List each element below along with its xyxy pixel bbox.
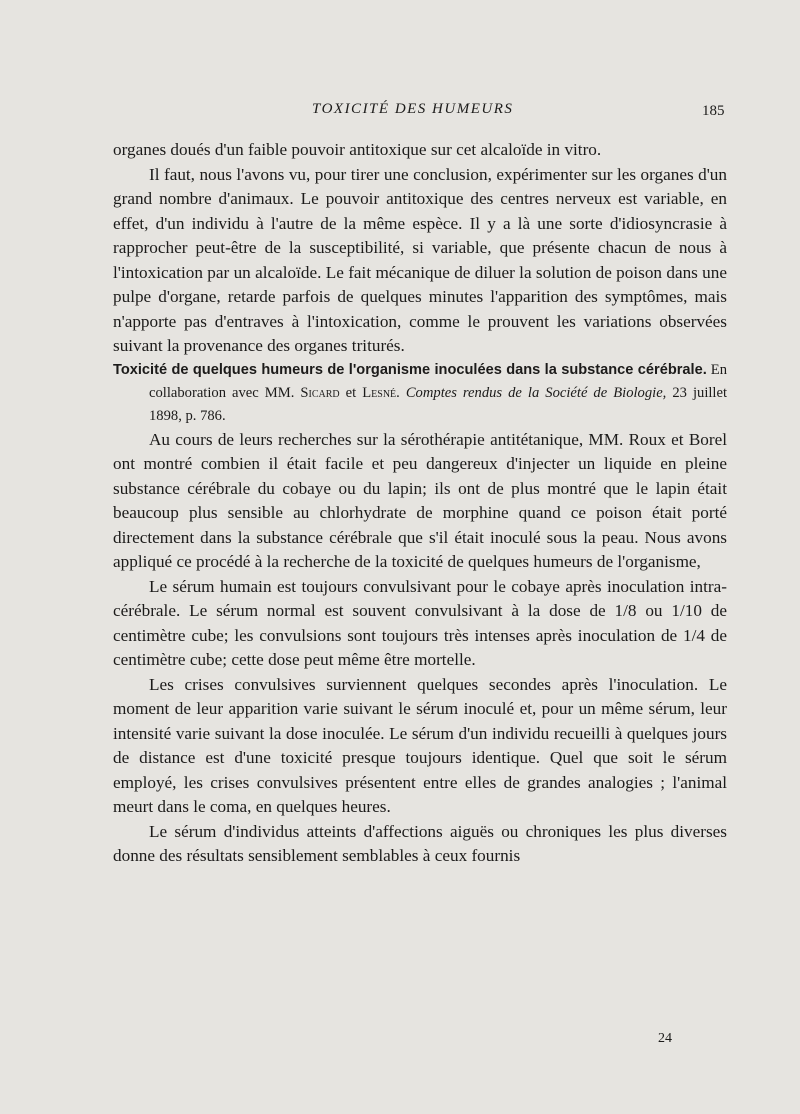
paragraph: Les crises convulsives surviennent quelques secondes après l'inoculation. Le moment de leur apparition varie suivant le sérum inoculé et, pour un même sérum, leur intensité varie suivant la dose inoculée. Le sérum d'un individu recueilli à quelques jours de distance est d'une toxicité presque toujours identique. Quel que soit le sérum employé, les crises convulsives présentent entre elles de grandes analogies ; l'animal meurt dans le coma, en quelques heures. bbox=[113, 674, 727, 816]
entry-collab: En collaboration avec MM. bbox=[149, 361, 727, 401]
entry-author-1: Sicard bbox=[300, 384, 340, 401]
page-number: 185 bbox=[702, 103, 725, 119]
paragraph-continued: organes doués d'un faible pouvoir antitoxique sur cet alcaloïde in vitro. bbox=[113, 140, 602, 159]
running-title: TOXICITÉ DES HUMEURS bbox=[312, 101, 514, 117]
entry-author-2: Lesné bbox=[362, 384, 397, 401]
running-head bbox=[0, 101, 800, 123]
signature-mark: 24 bbox=[658, 1031, 672, 1046]
bibliographic-entry: Toxicité de quelques humeurs de l'organisme inoculées dans la substance cérébrale. En collaboration avec MM. Sicard et Lesné. Comptes rendus de la Société de Biologie, 23 juillet 1898, p. 786. bbox=[113, 361, 728, 424]
paragraph: Le sérum d'individus atteints d'affections aiguës ou chroniques les plus diverses donne des résultats sensiblement semblables à ceux fournis bbox=[113, 821, 727, 865]
entry-title: Toxicité de quelques humeurs de l'organisme inoculées dans la substance cérébrale. bbox=[113, 361, 707, 378]
entry-conj: et bbox=[345, 384, 357, 401]
paragraph: Il faut, nous l'avons vu, pour tirer une conclusion, expérimenter sur les organes d'un grand nombre d'animaux. Le pouvoir antitoxique des centres nerveux est variable, en effet, d'un individu à l'autre de la même espèce. Il y a là une sorte d'idiosyncrasie à rapprocher peut-être de la susceptibilité, si variable, que présente chacun de nous à l'intoxication par un alcaloïde. Le fait mécanique de diluer la solution de poison dans une pulpe d'organe, retarde parfois de quelques minutes l'apparition des symptômes, mais n'apporte pas d'entraves à l'intoxication, comme le prouvent les variations observées suivant la provenance des organes triturés. bbox=[113, 164, 727, 355]
body-text bbox=[113, 138, 727, 869]
entry-date: 23 juillet 1898, p. 786. bbox=[149, 384, 728, 424]
paragraph: Au cours de leurs recherches sur la sérothérapie antitétanique, MM. Roux et Borel ont montré combien il était facile et peu dangereux d'injecter un liquide en pleine substance cérébrale du cobaye ou du lapin; ils ont de plus montré que le lapin était beaucoup plus sensible au chlorhydrate de morphine quand ce poison était porté directement dans la substance cérébrale que s'il était inoculé sous la peau. Nous avons appliqué ce procédé à la recherche de la toxicité de quelques humeurs de l'organisme, bbox=[113, 429, 727, 571]
entry-reference: Comptes rendus de la Société de Biologie, bbox=[405, 384, 667, 401]
paragraph: Le sérum humain est toujours convulsivant pour le cobaye après inoculation intra-cérébrale. Le sérum normal est souvent convulsivant à la dose de 1/8 ou 1/10 de centimètre cube; les convulsions sont toujours très intenses après inoculation de 1/4 de centimètre cube; cette dose peut même être mortelle. bbox=[113, 576, 727, 669]
